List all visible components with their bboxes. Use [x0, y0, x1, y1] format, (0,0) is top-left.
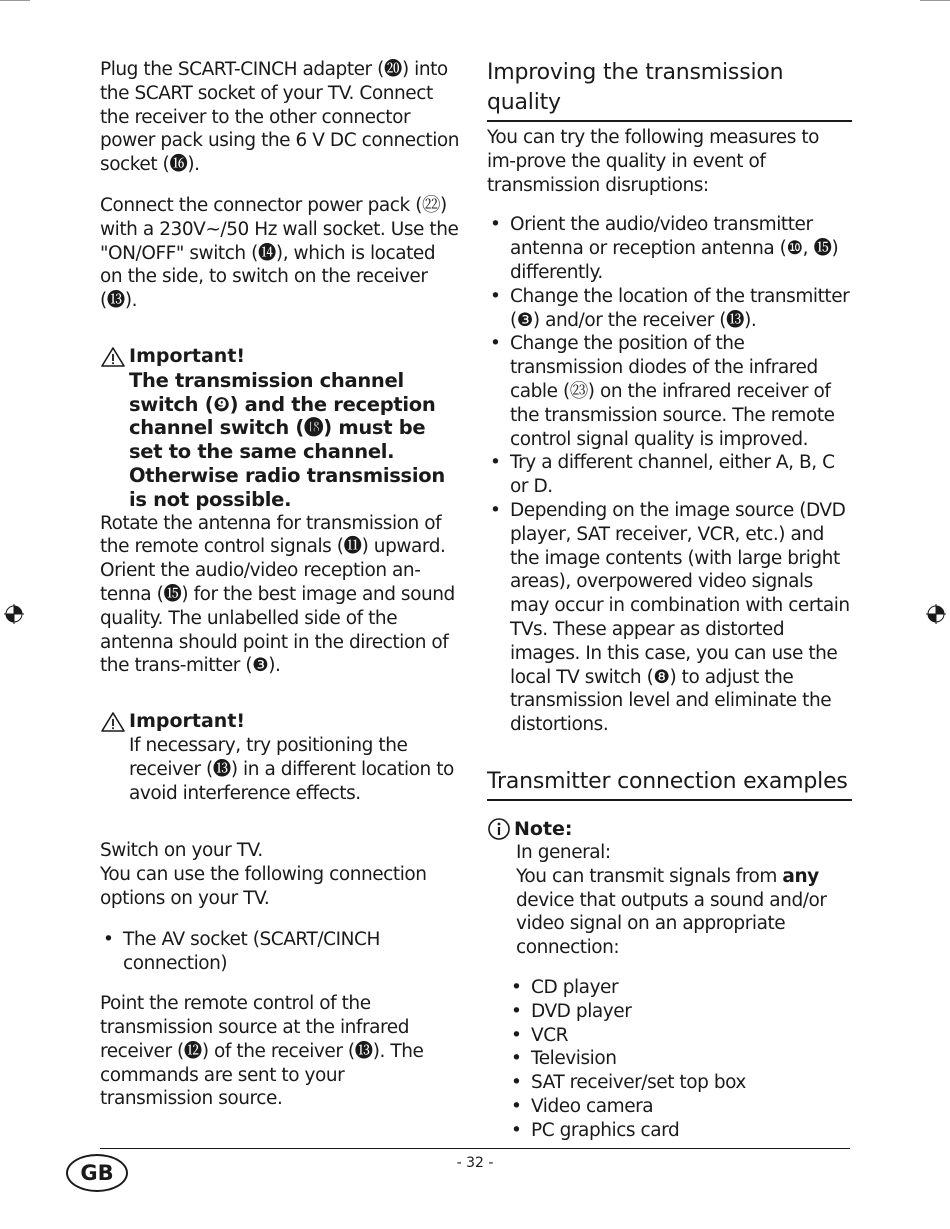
paragraph-scart-adapter: Plug the SCART-CINCH adapter (⓴) into the SCART socket of your TV. Connect the receiver to the other connector power pack using the 6 V DC connection socket (⓰).	[100, 59, 460, 176]
list-item: • VCR	[511, 1024, 569, 1046]
warning-text: The transmission channel switch (❾) and the reception channel switch (⓲) must be set to the same channel. Otherwise radio transmission is not possible.	[129, 368, 445, 511]
paragraph-quality-intro: You can try the following measures to im-prove the quality in event of transmission disruptions:	[487, 127, 819, 196]
list-item: • Depending on the image source (DVD player, SAT receiver, VCR, etc.) and the image contents (with large bright areas), overpowered video signals may occur in combination with certain TVs. These appear as distorted images. In this case, you can use the local TV switch (❽) to adjust the transmission level and eliminate the distortions.	[490, 499, 850, 736]
right-column	[487, 58, 852, 1142]
list-item: • Video camera	[511, 1095, 654, 1117]
list-item: • Television	[511, 1048, 617, 1070]
page-number: - 32 -	[456, 1155, 494, 1171]
list-item: • The AV socket (SCART/CINCH connection)	[103, 928, 380, 974]
note-line-general: In general:	[516, 841, 611, 863]
list-item: • Change the position of the transmission diodes of the infrared cable (㉓) on the infrared receiver of the transmission source. The remote control signal quality is improved.	[490, 333, 835, 450]
paragraph-connection-options: You can use the following connection options on your TV.	[100, 864, 427, 909]
crop-mark-top-left	[0, 0, 30, 3]
warning-triangle-icon	[100, 711, 126, 733]
warning-receiver-position	[100, 710, 460, 805]
list-item: • DVD player	[511, 1000, 632, 1022]
note-box	[487, 817, 852, 960]
list-item: • Try a different channel, either A, B, C or D.	[490, 452, 835, 498]
warning-title: Important!	[129, 344, 246, 367]
paragraph-antenna: Rotate the antenna for transmission of the remote control signals (⓫) upward. Orient the audio/video reception an-tenna (⓯) for the best image and sound quality. The unlabelled side of the antenna should point in the direction of the trans-mitter (❸).	[100, 512, 455, 677]
paragraph-remote-control: Point the remote control of the transmission source at the infrared receiver (⓬) of the receiver (⓭). The commands are sent to your transmission source.	[100, 993, 424, 1110]
paragraph-power-pack: Connect the connector power pack (㉒) with a 230V~/50 Hz wall socket. Use the "ON/OFF" switch (⓮), which is located on the side, to switch on the receiver (⓭).	[100, 194, 459, 312]
heading-improving-quality: Improving the transmission quality	[487, 58, 852, 122]
heading-connection-examples: Transmitter connection examples	[487, 767, 852, 801]
list-item: • SAT receiver/set top box	[511, 1072, 746, 1094]
quality-measures-list	[487, 213, 852, 737]
device-list	[487, 976, 852, 1143]
note-line-transmit: You can transmit signals from any device that outputs a sound and/or video signal on an appropriate connection:	[516, 865, 827, 959]
paragraph-switch-on-tv: Switch on your TV.	[100, 840, 263, 862]
warning-text: If necessary, try positioning the receiver (⓭) in a different location to avoid interference effects.	[129, 734, 454, 804]
list-item: • Change the location of the transmitter (❸) and/or the receiver (⓭).	[490, 285, 850, 331]
warning-triangle-icon	[100, 346, 126, 368]
warning-title: Important!	[129, 710, 246, 733]
registration-mark-icon	[3, 603, 25, 625]
connection-options-list	[100, 928, 460, 976]
info-circle-icon	[487, 817, 511, 841]
list-item: • Orient the audio/video transmitter antenna or reception antenna (❿, ⓯) differently.	[490, 214, 839, 283]
note-title: Note:	[514, 817, 573, 840]
crop-mark-top-right	[920, 0, 950, 3]
left-column	[100, 58, 460, 1111]
registration-mark-icon	[925, 603, 947, 625]
list-item: • CD player	[511, 976, 619, 998]
footer-rule	[100, 1148, 850, 1149]
warning-channel-switch	[100, 345, 460, 512]
list-item: • PC graphics card	[511, 1119, 680, 1141]
language-badge: GB	[66, 1154, 128, 1192]
